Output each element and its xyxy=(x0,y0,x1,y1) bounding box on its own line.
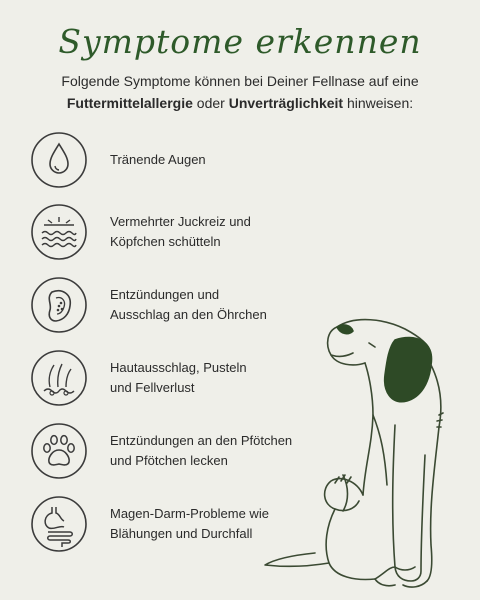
intro-bold-2: Unverträglichkeit xyxy=(228,95,344,111)
intro-line-1: Folgende Symptome können bei Deiner Fellnase auf eine xyxy=(61,73,419,89)
symptom-label-5: Entzündungen an den Pfötchen und Pfötchen lecken xyxy=(110,433,293,468)
ear-inflammation-icon xyxy=(30,276,88,334)
symptom-label-6: Magen-Darm-Probleme wie Blähungen und Durchfall xyxy=(110,506,269,541)
dog-scratching-illustration xyxy=(245,305,475,595)
symptom-label-1: Tränende Augen xyxy=(110,152,206,167)
intro-mid: oder xyxy=(192,95,229,111)
symptom-item-2 xyxy=(30,203,330,263)
stomach-icon xyxy=(30,495,88,553)
paw-icon xyxy=(30,422,88,480)
intro-end: hinweisen: xyxy=(343,95,414,111)
symptom-label-3: Entzündungen und Ausschlag an den Öhrchen xyxy=(110,287,267,322)
tear-drop-icon xyxy=(30,131,88,189)
skin-hair-icon xyxy=(30,349,88,407)
symptom-label-2: Vermehrter Juckreiz und Köpfchen schütteln xyxy=(110,214,251,249)
itch-lines-icon xyxy=(30,203,88,261)
intro-text xyxy=(0,70,480,114)
page-title: Symptome erkennen xyxy=(58,22,422,61)
intro-line-2 xyxy=(0,92,480,114)
symptom-item-1 xyxy=(30,131,330,191)
symptom-label-4: Hautausschlag, Pusteln und Fellverlust xyxy=(110,360,247,395)
intro-bold-1: Futtermittelallergie xyxy=(66,95,193,111)
